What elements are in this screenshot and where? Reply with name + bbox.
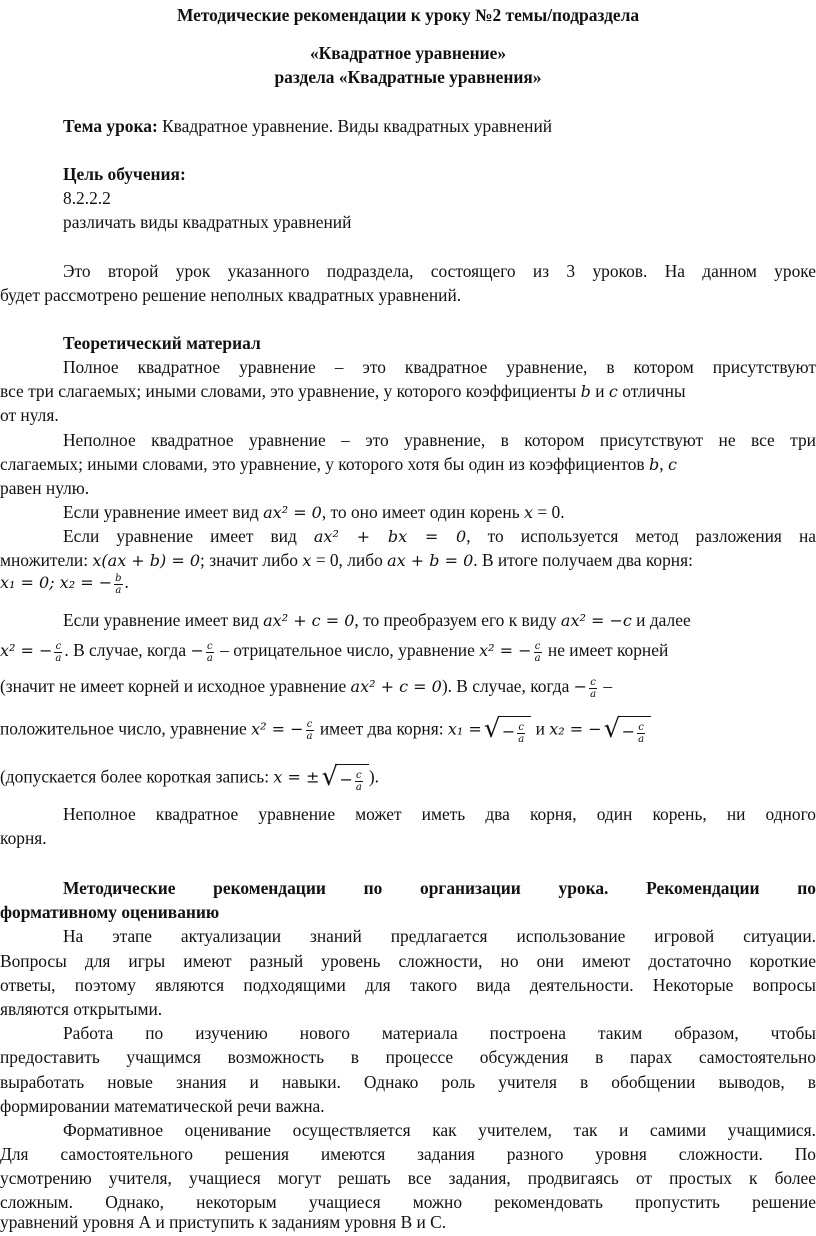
theory-p4-line-3 bbox=[0, 570, 816, 596]
math-minus: − bbox=[501, 722, 516, 741]
text-span: . bbox=[124, 572, 129, 592]
math-minus: − bbox=[339, 770, 353, 789]
square-root bbox=[321, 764, 368, 793]
math-formula: ax² = −c bbox=[560, 611, 632, 630]
math-minus: − bbox=[573, 677, 588, 696]
text-span: – bbox=[599, 676, 613, 696]
text-span: = 0, либо bbox=[311, 550, 388, 570]
methods-p1-line-3: ответы, поэтому являются подходящими для такого вида деятельности. Некоторые вопросы bbox=[0, 975, 816, 995]
fraction-c-over-a bbox=[589, 677, 597, 700]
text-span: = 0. bbox=[533, 502, 565, 522]
theory-p2-line-2 bbox=[0, 452, 816, 478]
fraction-c-over-a bbox=[306, 719, 314, 742]
fraction-numerator: c bbox=[306, 718, 313, 730]
topic-text: Квадратное уравнение. Виды квадратных уравнений bbox=[157, 116, 553, 136]
text-span: , то преобразуем его к виду bbox=[354, 610, 561, 630]
text-span: Если уравнение имеет вид bbox=[63, 610, 264, 630]
fraction-denominator: a bbox=[638, 733, 645, 745]
fraction-b-over-a bbox=[114, 573, 122, 596]
text-span: имеет два корня: bbox=[315, 718, 448, 739]
theory-p5-line-4 bbox=[0, 716, 816, 745]
fraction-numerator: b bbox=[115, 572, 122, 584]
fraction-denominator: a bbox=[518, 733, 525, 745]
doc-title-line-3: раздела «Квадратные уравнения» bbox=[274, 67, 542, 87]
methods-p1-line-1: На этапе актуализации знаний предлагается использование игровой ситуации. bbox=[63, 926, 816, 946]
text-span: отличны bbox=[617, 381, 686, 401]
fraction-c-over-a bbox=[54, 641, 62, 664]
math-formula: x₁ = 0; x₂ = − bbox=[0, 573, 113, 592]
methods-p2-line-4: формировании математической речи важна. bbox=[0, 1096, 325, 1116]
text-span: . В итоге получаем два корня: bbox=[473, 550, 693, 570]
text-span: – отрицательное число, уравнение bbox=[215, 640, 480, 660]
text-span: положительное число, уравнение bbox=[0, 718, 252, 739]
math-formula: x(ax + b) = 0 bbox=[92, 551, 201, 570]
methods-p3-line-3: усмотрению учителя, учащиеся могут решать все задания, продвигаясь от простых к более bbox=[0, 1168, 816, 1188]
text-span: , то оно имеет один корень bbox=[321, 502, 524, 522]
fraction-numerator: c bbox=[356, 769, 362, 781]
radical-sign: √ bbox=[321, 762, 339, 792]
math-c: c bbox=[667, 455, 677, 474]
text-span: (допускается более короткая запись: bbox=[0, 766, 274, 787]
methods-p1-line-2: Вопросы для игры имеют разный уровень сложности, но они имеют достаточно короткие bbox=[0, 951, 816, 971]
math-formula: x² = − bbox=[0, 641, 53, 660]
text-span: , bbox=[659, 454, 668, 474]
methods-p3-line-1: Формативное оценивание осуществляется как учителем, так и самими учащимися. bbox=[63, 1120, 816, 1140]
theory-p2-line-1: Неполное квадратное уравнение – это уравнение, в котором присутствуют не все три bbox=[63, 430, 816, 450]
text-span: , то используется метод разложения на bbox=[466, 526, 816, 546]
fraction-numerator: c bbox=[518, 721, 525, 733]
fraction-numerator: c bbox=[590, 676, 596, 688]
text-span: . В случае, когда bbox=[64, 640, 191, 660]
methods-p1-line-4: являются открытыми. bbox=[0, 999, 163, 1019]
fraction-c-over-a bbox=[355, 770, 363, 793]
math-formula: ax² + c = 0 bbox=[263, 611, 355, 630]
fraction-denominator: a bbox=[55, 652, 62, 664]
math-formula: ax² = 0 bbox=[263, 503, 322, 522]
text-span: не имеет корней bbox=[543, 640, 669, 660]
text-span: ). В случае, когда bbox=[441, 676, 574, 696]
math-formula: ax² + bx = 0 bbox=[313, 527, 467, 546]
methods-heading-line-1: Методические рекомендации по организации урока. Рекомендации по bbox=[63, 878, 816, 898]
theory-p6-line-2: корня. bbox=[0, 828, 47, 848]
math-formula: ax + b = 0 bbox=[387, 551, 474, 570]
math-formula: x₁ = bbox=[447, 719, 482, 739]
theory-p6-line-1: Неполное квадратное уравнение может иметь два корня, один корень, ни одного bbox=[63, 804, 816, 824]
methods-p2-line-3: выработать новые знания и навыки. Однако роль учителя в обобщении выводов, в bbox=[0, 1072, 816, 1092]
fraction-denominator: a bbox=[590, 688, 597, 700]
text-span: и далее bbox=[631, 610, 691, 630]
methods-p3-line-5: уравнений уровня А и приступить к заданиям уровня В и С. bbox=[0, 1212, 447, 1232]
text-span: слагаемых; иными словами, это уравнение, у которого хотя бы один из коэффициентов bbox=[0, 454, 649, 474]
fraction-denominator: a bbox=[355, 781, 362, 793]
math-x: x bbox=[302, 551, 312, 570]
text-span: все три слагаемых; иными словами, это уравнение, у которого коэффициенты bbox=[0, 381, 581, 401]
text-span: (значит не имеет корней и исходное уравнение bbox=[0, 676, 351, 696]
math-minus: − bbox=[621, 722, 636, 741]
fraction-c-over-a bbox=[206, 641, 214, 664]
theory-p1-line-1: Полное квадратное уравнение – это квадратное уравнение, в котором присутствуют bbox=[63, 357, 816, 377]
fraction-numerator: c bbox=[55, 640, 62, 652]
square-root bbox=[484, 716, 531, 745]
fraction-numerator: c bbox=[534, 640, 541, 652]
math-formula: x₂ = − bbox=[549, 719, 602, 739]
theory-heading: Теоретический материал bbox=[63, 333, 261, 353]
math-b: b bbox=[580, 382, 591, 401]
math-formula: x² = − bbox=[479, 641, 532, 660]
square-root bbox=[604, 716, 651, 745]
goal-label: Цель обучения: bbox=[63, 164, 186, 184]
fraction-denominator: a bbox=[534, 652, 541, 664]
text-span: ). bbox=[368, 766, 379, 787]
radical-sign: √ bbox=[603, 714, 621, 744]
theory-p5-line-3 bbox=[0, 674, 816, 700]
math-x: x bbox=[523, 503, 534, 522]
lesson-topic bbox=[63, 114, 816, 139]
theory-p3 bbox=[0, 500, 816, 526]
goal-text: различать виды квадратных уравнений bbox=[63, 212, 352, 232]
fraction-c-over-a bbox=[517, 722, 525, 745]
doc-title-line-1: Методические рекомендации к уроку №2 темы/подраздела bbox=[176, 5, 640, 25]
text-span: множители: bbox=[0, 550, 93, 570]
text-span: ; значит либо bbox=[200, 550, 303, 570]
fraction-denominator: a bbox=[206, 652, 213, 664]
theory-p5-line-2 bbox=[0, 638, 816, 664]
methods-p3-line-4: сложным. Однако, некоторым учащиеся можно рекомендовать пропустить решение bbox=[0, 1192, 816, 1212]
math-formula: x² = − bbox=[251, 719, 304, 739]
theory-p5-line-1 bbox=[0, 608, 816, 634]
math-minus: − bbox=[190, 641, 204, 660]
methods-p2-line-1: Работа по изучению нового материала построена таким образом, чтобы bbox=[63, 1023, 816, 1043]
topic-label: Тема урока: bbox=[63, 116, 158, 136]
methods-p2-line-2: предоставить учащимся возможность в процессе обсуждения в парах самостоятельно bbox=[0, 1047, 816, 1067]
methods-p3-line-2: Для самостоятельного решения имеются задания разного уровня сложности. По bbox=[0, 1144, 816, 1164]
methods-heading-line-2: формативному оцениванию bbox=[0, 902, 220, 922]
text-span: Если уравнение имеет вид bbox=[63, 526, 314, 546]
intro-line-1: Это второй урок указанного подраздела, состоящего из 3 уроков. На данном уроке bbox=[63, 261, 816, 281]
doc-title-line-2: «Квадратное уравнение» bbox=[309, 43, 507, 63]
theory-p1-line-2 bbox=[0, 379, 816, 405]
math-c: c bbox=[608, 382, 618, 401]
theory-p2-line-3: равен нулю. bbox=[0, 478, 90, 498]
intro-line-2: будет рассмотрено решение неполных квадратных уравнений. bbox=[0, 285, 462, 305]
math-formula: x = ± bbox=[273, 767, 320, 787]
theory-p4-line-1 bbox=[0, 524, 816, 550]
math-b: b bbox=[649, 455, 660, 474]
fraction-denominator: a bbox=[115, 584, 122, 596]
fraction-numerator: c bbox=[638, 721, 644, 733]
theory-p5-line-5 bbox=[0, 764, 816, 793]
fraction-numerator: c bbox=[207, 640, 213, 652]
goal-code: 8.2.2.2 bbox=[63, 188, 111, 208]
text-span: и bbox=[590, 381, 609, 401]
fraction-c-over-a bbox=[534, 641, 542, 664]
radical-sign: √ bbox=[483, 714, 501, 744]
fraction-c-over-a bbox=[637, 722, 645, 745]
text-span: и bbox=[531, 718, 550, 739]
text-span: Если уравнение имеет вид bbox=[63, 502, 264, 522]
fraction-denominator: a bbox=[306, 730, 313, 742]
math-formula: ax² + c = 0 bbox=[350, 677, 442, 696]
theory-p1-line-3: от нуля. bbox=[0, 405, 59, 425]
